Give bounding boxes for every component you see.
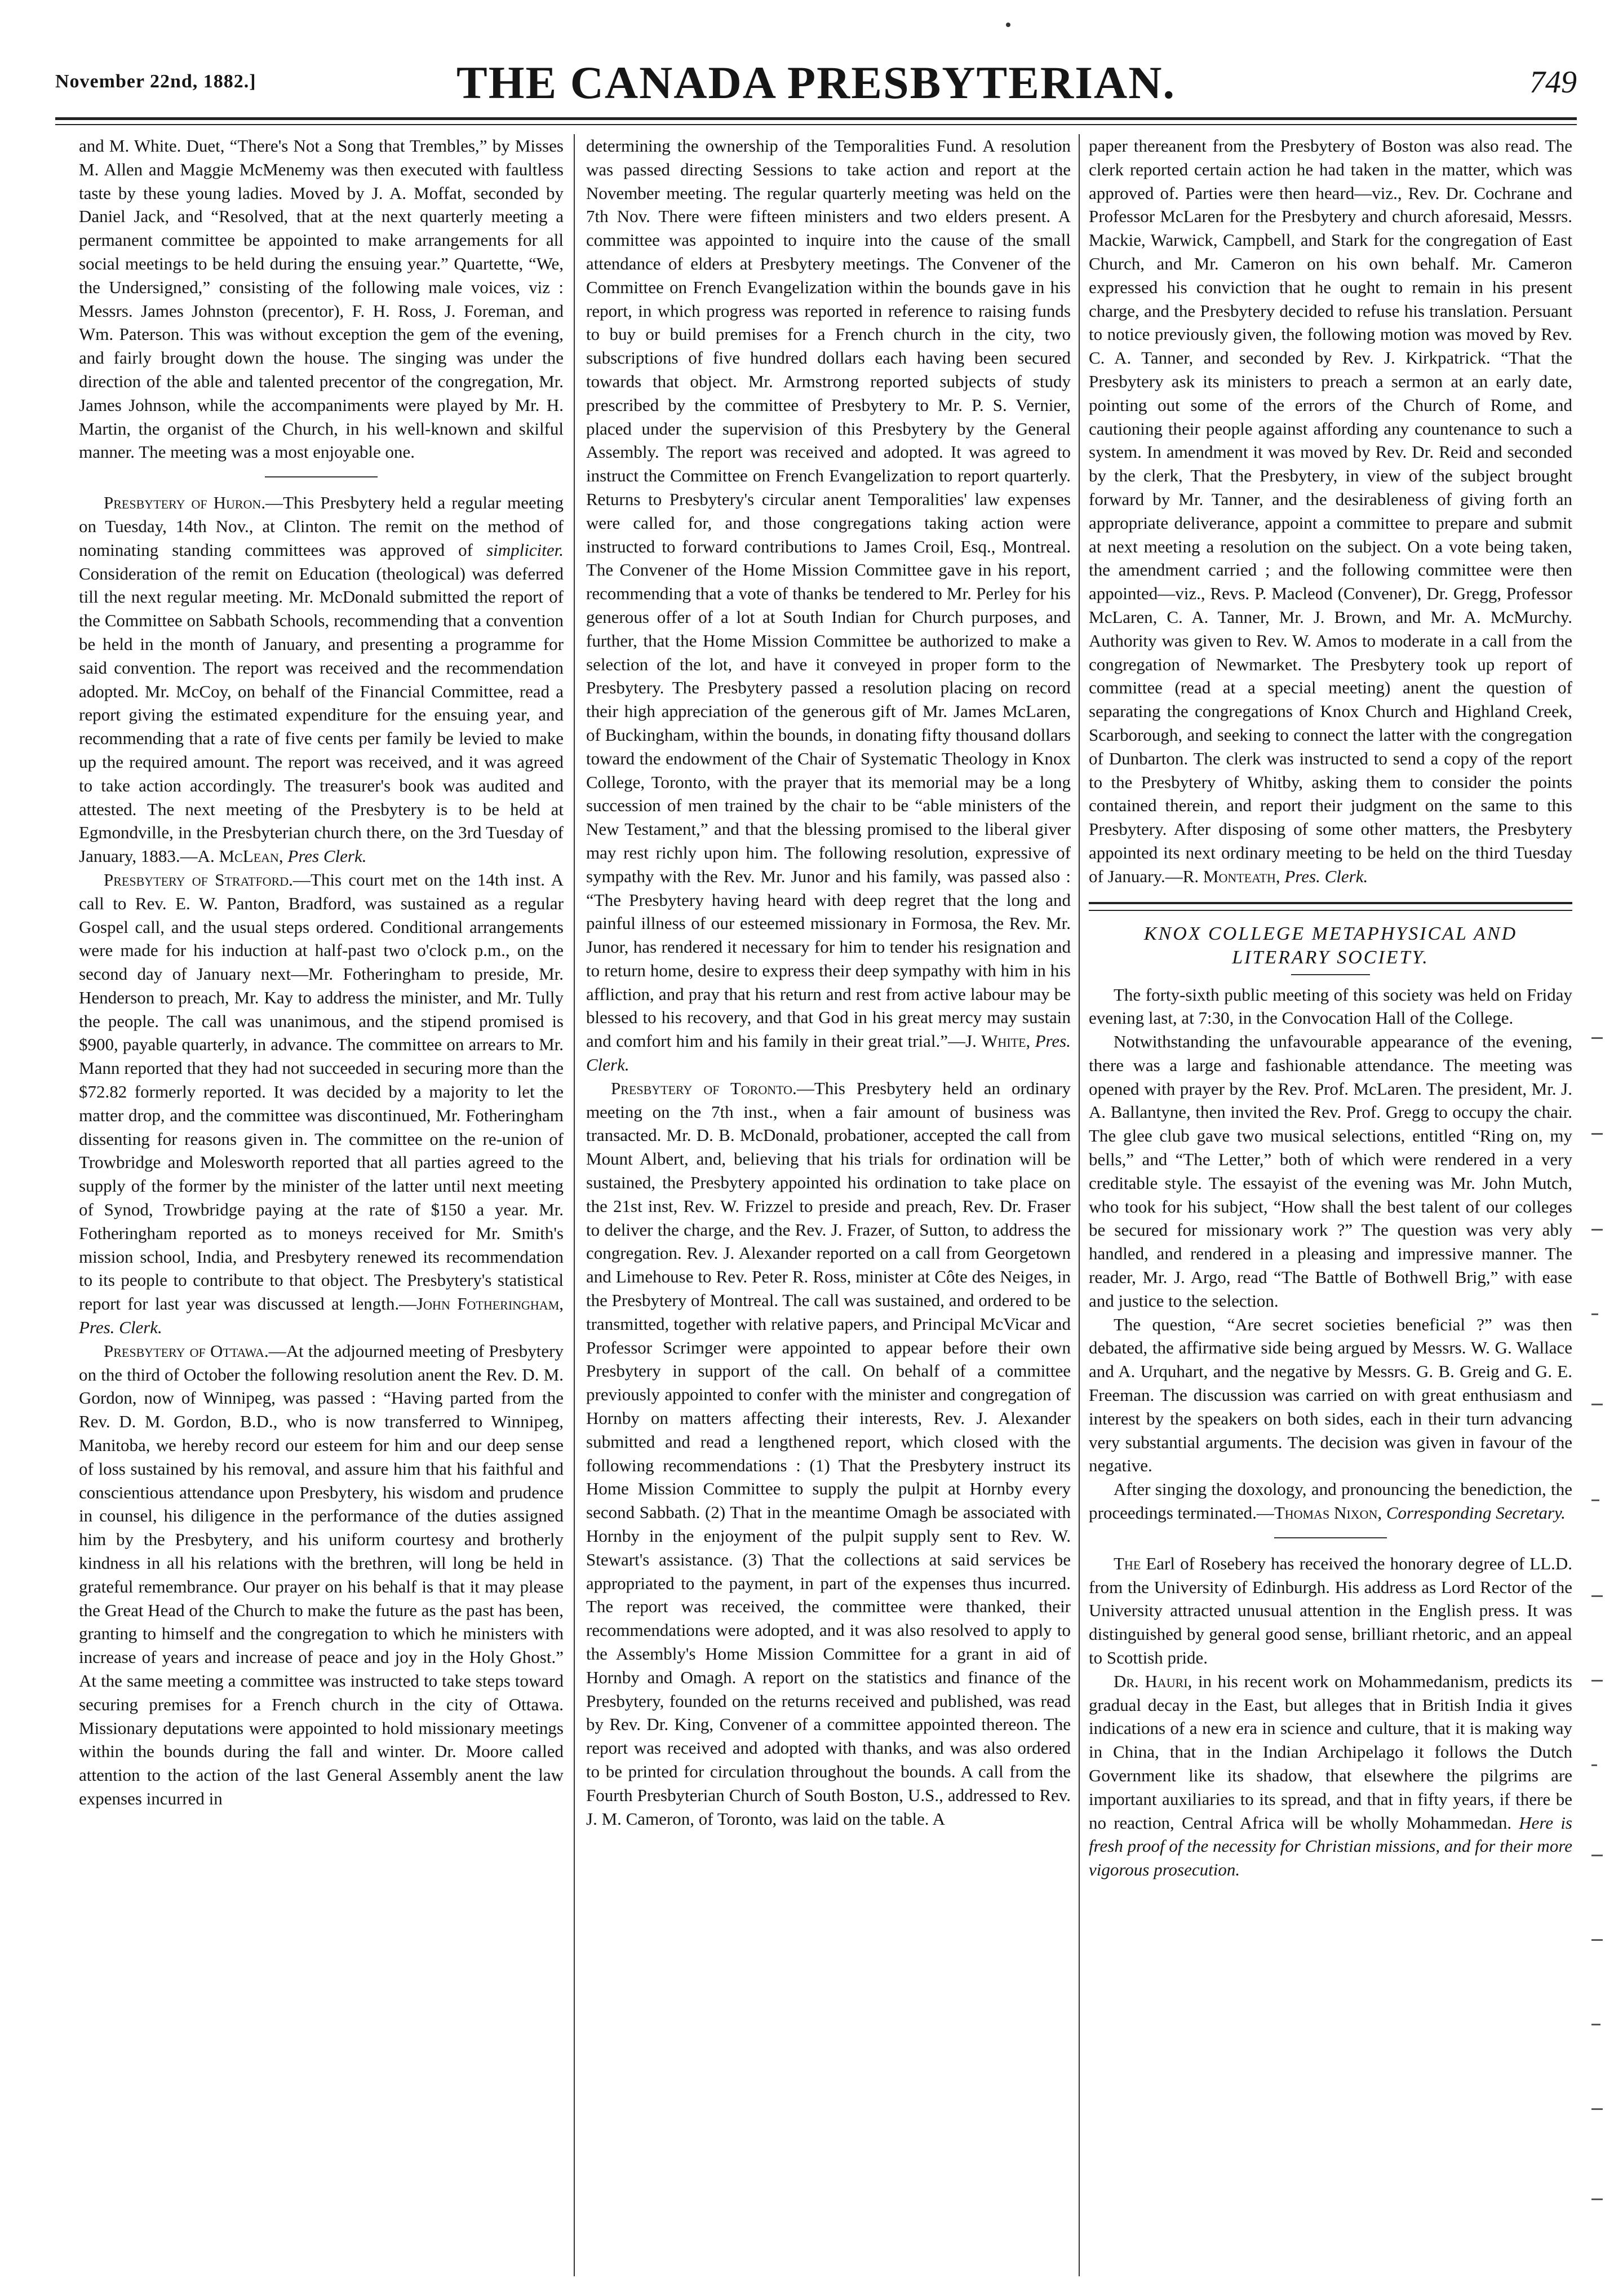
ottawa-heading: Presbytery of Ottawa. bbox=[104, 1341, 269, 1361]
ottawa-continued-text: determining the ownership of the Temporalities Fund. A resolution was passed directing Sessions to take action and report at the November meeting. The regular quarterly meeting was held on the 7th Nov. There were fifteen ministers and two elders present. A committee was appointed to inquire into the cause of the small attendance of elders at Presbytery meetings. The Convener of the Committee on French Evangelization within the bounds gave in his report, in which progress was reported in reference to raising funds to buy or build premises for a French church in the city, two subscriptions of five hundred dollars each having been secured towards that object. Mr. Armstrong reported subjects of study prescribed by the committee of Presbytery to Mr. P. S. Vernier, placed under the supervision of this Presbytery by the General Assembly. The report was received and adopted. It was agreed to instruct the Committee on French Evangelization to report quarterly. Returns to Presbytery's circular anent Temporalities' law expenses were called for, and those congregations taking action were instructed to forward contributions to James Croil, Esq., Montreal. The Convener of the Home Mission Committee gave in his report, recommending that a vote of thanks be tendered to Mr. Perley for his generous offer of a lot at South Indian for Church purposes, and further, that the Home Mission Committee be authorized to make a selection of the lot, and have it conveyed in proper form to the Presbytery. The Presbytery passed a resolution placing on record their high appreciation of the generous gift of Mr. James McLaren, of Buckingham, within the bounds, in donating fifty thousand dollars toward the endowment of the Chair of Systematic Theology in Knox College, Toronto, with the prayer that its memorial may be a long succession of men trained by the chair to be “able ministers of the New Testament,” and that the blessing promised to the liberal giver may rest richly upon him. The following resolution, expressive of sympathy with the Rev. Mr. Junor and his family, was passed also : “The Presbytery having heard with deep regret that the long and painful illness of our esteemed missionary in Formosa, the Rev. Mr. Junor, has rendered it necessary for him to tender his resignation and to return home, desire to express their deep sympathy with him in his affliction, and pray that his return and rest from active labour may be blessed to his recovery, and that God in his great mercy may sustain and comfort him and his family in their great trial.”—J. bbox=[586, 136, 1071, 1051]
section-double-rule bbox=[1089, 902, 1572, 904]
stratford-signature-title: Pres. Clerk. bbox=[79, 1317, 162, 1338]
huron-text: —This Presbytery held a regular meeting on Tuesday, 14th Nov., at Clinton. The remit on the method of nominating standing committees was approved of bbox=[79, 493, 564, 560]
knox-heading-line-2: LITERARY SOCIETY. bbox=[1232, 946, 1429, 968]
newspaper-title: THE CANADA PRESBYTERIAN. bbox=[456, 57, 1176, 108]
ottawa-text: —At the adjourned meeting of Presbytery on the third of October the following resolution anent the Rev. D. M. Gordon, now of Winnipeg, was passed : “Having parted from the Rev. D. M. Gordon, B.D., who is now transferred to Winnipeg, Manitoba, we hereby record our esteem for him and our deep sense of loss sustained by his removal, and assure him that his faithful and conscientious attendance upon Presbytery, his wisdom and prudence in counsel, his diligence in the performance of the duties assigned him by the Presbytery, and his uniform courtesy and brotherly kindness in all his relations with the brethren, will long be held in grateful remembrance. Our prayer on his behalf is that it may please the Great Head of the Church to make the future as the past has been, granting to himself and the congregation to which he ministers with increase of years and increase of peace and joy in the Holy Ghost.” At the same meeting a committee was instructed to take steps toward securing premises for a French church in the city of Ottawa. Missionary deputations were appointed to hold missionary meetings within the bounds during the fall and winter. Dr. Moore called attention to the action of the last General Assembly anent the law expenses incurred in bbox=[79, 1341, 564, 1808]
section-separator bbox=[1274, 1537, 1387, 1538]
stratford-heading: Presbytery of Stratford. bbox=[104, 869, 293, 890]
paragraph-toronto-continued bbox=[1089, 134, 1572, 888]
knox-signature: Thomas Nixon, bbox=[1274, 1503, 1382, 1523]
toronto-text: —This Presbytery held an ordinary meeting on the 7th inst., when a fair amount of business was transacted. Mr. D. B. McDonald, probationer, accepted the call from Mount Albert, and, believing that his trials for ordination will be sustained, the Presbytery appointed his ordination to take place on the 21st inst, Rev. W. Frizzel to preside and preach, Rev. Dr. Fraser to deliver the charge, and the Rev. J. Frazer, of Sutton, to address the congregation. Rev. J. Alexander reported on a call from Georgetown and Limehouse to Rev. Peter R. Ross, minister at Côte des Neiges, in the Presbytery of Montreal. The call was sustained, and ordered to be transmitted, together with relative papers, and Principal McVicar and Professor Scrimger were appointed to appear before their own Presbytery in support of the call. On behalf of a committee previously appointed to confer with the minister and congregation of Hornby on matters affecting their interests, Rev. J. Alexander submitted and read a lengthened report, which closed with the following recommendations : (1) That the Presbytery instruct its Home Mission Committee to supply the pulpit at Hornby every second Sabbath. (2) That in the meantime Omagh be associated with Hornby in the enjoyment of the pulpit supply sent to Rev. W. Stewart's assistance. (3) That the collections at said services be appropriated to the payment, in part of the expenses thus incurred. The report was received, the committee were thanked, their recommendations were adopted, and it was also resolved to apply to the Assembly's Home Mission Committee for a grant in aid of Hornby and Omagh. A report on the statistics and finance of the Presbytery, founded on the returns received and published, was read by Rev. Dr. King, Convener of a committee appointed thereon. The report was received and adopted with thanks, and was also ordered to be printed for circulation throughout the bounds. A call from the Fourth Presbyterian Church of South Boston, U.S., addressed to Rev. J. M. Cameron, of Toronto, was laid on the table. A bbox=[586, 1078, 1071, 1829]
page-number: 749 bbox=[1529, 65, 1577, 100]
hauri-text: in his recent work on Mohammedanism, predicts its gradual decay in the East, but alleges that in British India it gives indications of a new era in science and culture, that it is making way in China, that in the Indian Archipelago it follows the Dutch Government like its shadow, that elsewhere the pilgrims are important auxiliaries to its spread, and that in fifty years, if there be no reaction, Central Africa will be wholly Mohammedan. bbox=[1089, 1671, 1572, 1833]
knox-society-heading bbox=[1089, 922, 1572, 975]
toronto-heading: Presbytery of Toronto. bbox=[611, 1078, 797, 1098]
column-2 bbox=[586, 134, 1071, 2276]
toronto-signature-title: Pres. Clerk. bbox=[1280, 866, 1368, 886]
paragraph-huron bbox=[79, 491, 564, 868]
column-3 bbox=[1089, 134, 1572, 2276]
toronto-continued-text: paper thereanent from the Presbytery of Boston was also read. The clerk reported certain action he had taken in the matter, which was approved of. Parties were then heard—viz., Rev. Dr. Cochrane and Professor McLaren for the Presbytery and church aforesaid, Messrs. Mackie, Warwick, Campbell, and Stark for the congregation of East Church, and Mr. Cameron on his own behalf. Mr. Cameron expressed his conviction that he ought to remain in his present charge, and the Presbytery decided to refuse his translation. Persuant to notice previously given, the following motion was moved by Rev. C. A. Tanner, and seconded by Rev. J. Kirkpatrick. “That the Presbytery ask its ministers to preach a sermon at an early date, pointing out some of the errors of the Church of Rome, and cautioning their people against affording any countenance to such a system. In amendment it was moved by Rev. Dr. Reid and seconded by the clerk, That the Presbytery, in view of the subject brought forward by Mr. Tanner, and the desirableness of giving forth an appropriate deliverance, appoint a committee to prepare and submit at next meeting a resolution on the subject. On a vote being taken, the amendment carried ; and the following committee were then appointed—viz., Revs. P. Macleod (Convener), Dr. Gregg, Professor McLaren, C. A. Tanner, Mr. J. Brown, and Mr. A. McMurchy. Authority was given to Rev. W. Amos to moderate in a call from the congregation of Newmarket. The Presbytery took up report of committee (read at a special meeting) anent the question of separating the congregations of Knox Church and Highland Creek, Scarborough, and seeking to connect the latter with the congregation of Dunbarton. The clerk was instructed to send a copy of the report to the Presbytery of Whitby, asking them to consider the points contained therein, and report their judgment on the same to this Presbytery. After disposing of some other matters, the Presbytery appointed its next ordinary meeting to be held on the third Tuesday of January.—R. bbox=[1089, 136, 1572, 886]
knox-signature-title: Corresponding Secretary. bbox=[1382, 1503, 1566, 1523]
issue-date: November 22nd, 1882.] bbox=[55, 71, 256, 92]
column-divider bbox=[1079, 134, 1080, 2276]
paragraph-social-meeting: and M. White. Duet, “There's Not a Song that Trembles,” by Misses M. Allen and Maggie McMenemy was then executed with faultless taste by these young ladies. Moved by J. A. Moffat, seconded by Daniel Jack, and “Resolved, that at the next quarterly meeting a permanent committee be appointed to make arrangements for all social meetings to be held during the ensuing year.” Quartette, “We, the Undersigned,” consisting of the following male voices, viz : Messrs. James Johnston (precentor), F. H. Ross, J. Foreman, and Wm. Paterson. This was without exception the gem of the evening, and fairly brought down the house. The singing was under the direction of the able and talented precentor of the congregation, Mr. James Johnson, while the accompaniments were played by Mr. H. Martin, the organist of the Church, in his well-known and skilful manner. The meeting was a most enjoyable one. bbox=[79, 136, 564, 462]
knox-heading-line-1: KNOX COLLEGE METAPHYSICAL AND bbox=[1143, 923, 1518, 944]
masthead-rule bbox=[55, 117, 1577, 120]
ottawa-signature-title: Pres. Clerk. bbox=[586, 1031, 1071, 1075]
paragraph-knox-2: Notwithstanding the unfavourable appearance of the evening, there was a large and fashionable attendance. The meeting was opened with prayer by the Rev. Prof. McLaren. The president, Mr. J. A. Ballantyne, then invited the Rev. Prof. Gregg to occupy the chair. The glee club gave two musical selections, entitled “Ring on, my bells,” and “The Letter,” both of which were rendered in a very creditable style. The essayist of the evening was Mr. John Mutch, who took for his subject, “How shall the best talent of our colleges be secured for missionary work ?” The question was very ably handled, and rendered in a pleasing and impressive manner. The reader, Mr. J. Argo, read “The Battle of Bothwell Brig,” with ease and justice to the selection. bbox=[1089, 1032, 1572, 1311]
hauri-italic-text: Here is fresh proof of the necessity for Christian missions, and for their more vigorous prosecution. bbox=[1089, 1812, 1572, 1880]
stratford-signature: John Fotheringham, bbox=[416, 1294, 564, 1314]
rosebery-lead: The bbox=[1114, 1553, 1141, 1573]
paragraph-knox-3: The question, “Are secret societies beneficial ?” was then debated, the affirmative side being argued by Messrs. W. G. Wallace and A. Urquhart, and the negative by Messrs. G. B. Greig and G. E. Freeman. The discussion was carried on with great enthusiasm and interest by the speakers on both sides, each in their turn advancing very substantial arguments. The decision was given in favour of the negative. bbox=[1089, 1314, 1572, 1476]
hauri-lead: Dr. Hauri, bbox=[1114, 1671, 1192, 1691]
heading-underline bbox=[1291, 974, 1370, 975]
knox-closing-text: After singing the doxology, and pronouncing the benediction, the proceedings terminated.— bbox=[1089, 1479, 1572, 1523]
masthead-rule-thin bbox=[55, 124, 1577, 125]
paragraph-ottawa bbox=[79, 1339, 564, 1811]
paragraph-knox-4 bbox=[1089, 1477, 1572, 1525]
section-separator bbox=[265, 476, 378, 477]
rosebery-text: Earl of Rosebery has received the honorary degree of LL.D. from the University of Edinburgh. His address as Lord Rector of the University attracted unusual attention in the English press. It was distinguished by general good sense, brilliant rhetoric, and an appeal to Scottish pride. bbox=[1089, 1553, 1572, 1668]
print-speck bbox=[1006, 23, 1010, 27]
paragraph-knox-1: The forty-sixth public meeting of this society was held on Friday evening last, at 7:30, in the Convocation Hall of the College. bbox=[1089, 984, 1572, 1028]
section-double-rule-thin bbox=[1089, 910, 1572, 911]
scan-margin-artifacts bbox=[1588, 1015, 1607, 2277]
paragraph-toronto bbox=[586, 1077, 1071, 1831]
huron-signature: McLean, bbox=[219, 846, 283, 866]
huron-italic: simpliciter. bbox=[486, 539, 564, 560]
paragraph-ottawa-continued bbox=[586, 134, 1071, 1077]
huron-signature-title: Pres Clerk. bbox=[283, 846, 367, 866]
stratford-text: —This court met on the 14th inst. A call to Rev. E. W. Panton, Bradford, was sustained as a regular Gospel call, and the usual steps ordered. Conditional arrangements were made for his induction at half-past two o'clock p.m., on the second day of January next—Mr. Fotheringham to preside, Mr. Henderson to preach, Mr. Kay to address the minister, and Mr. Tully the people. The call was unanimous, and the stipend promised is $900, payable quarterly, in advance. The committee on arrears to Mr. Mann reported that they had not succeeded in securing more than the $72.82 formerly reported. It was decided by a majority to let the matter drop, and the committee was discontinued, Mr. Fotheringham dissenting for reasons given in. The committee on the re-union of Trowbridge and Molesworth reported that all parties agreed to the supply of the former by the minister of the latter until next meeting of Synod, Trowbridge paying at the rate of $150 a year. Mr. Fotheringham reported as to moneys received for Mr. Smith's mission school, India, and Presbytery renewed its recommendation to its people to contribute to that object. The Presbytery's statistical report for last year was discussed at length.— bbox=[79, 869, 564, 1314]
huron-heading: Presbytery of Huron. bbox=[104, 493, 266, 513]
paragraph-hauri bbox=[1089, 1670, 1572, 1882]
column-1 bbox=[79, 134, 564, 2276]
huron-text-2: Consideration of the remit on Education (theological) was deferred till the next regular meeting. Mr. McDonald submitted the report of the Committee on Sabbath Schools, recommending that a convention be held in the month of January, and presenting a programme for said convention. The report was received and the recommendation adopted. Mr. McCoy, on behalf of the Financial Committee, read a report giving the estimated expenditure for the ensuing year, and recommending that a rate of five cents per family be levied to make up the required amount. The report was received, and it was agreed to take action accordingly. The treasurer's book was audited and attested. The next meeting of the Presbytery is to be held at Egmondville, in the Presbyterian church there, on the 3rd Tuesday of January, 1883.—A. bbox=[79, 563, 564, 866]
toronto-signature: Monteath, bbox=[1203, 866, 1280, 886]
paragraph-rosebery bbox=[1089, 1552, 1572, 1670]
paragraph-stratford bbox=[79, 868, 564, 1339]
column-divider bbox=[574, 134, 575, 2276]
masthead bbox=[55, 48, 1577, 122]
ottawa-signature: White, bbox=[981, 1031, 1031, 1051]
